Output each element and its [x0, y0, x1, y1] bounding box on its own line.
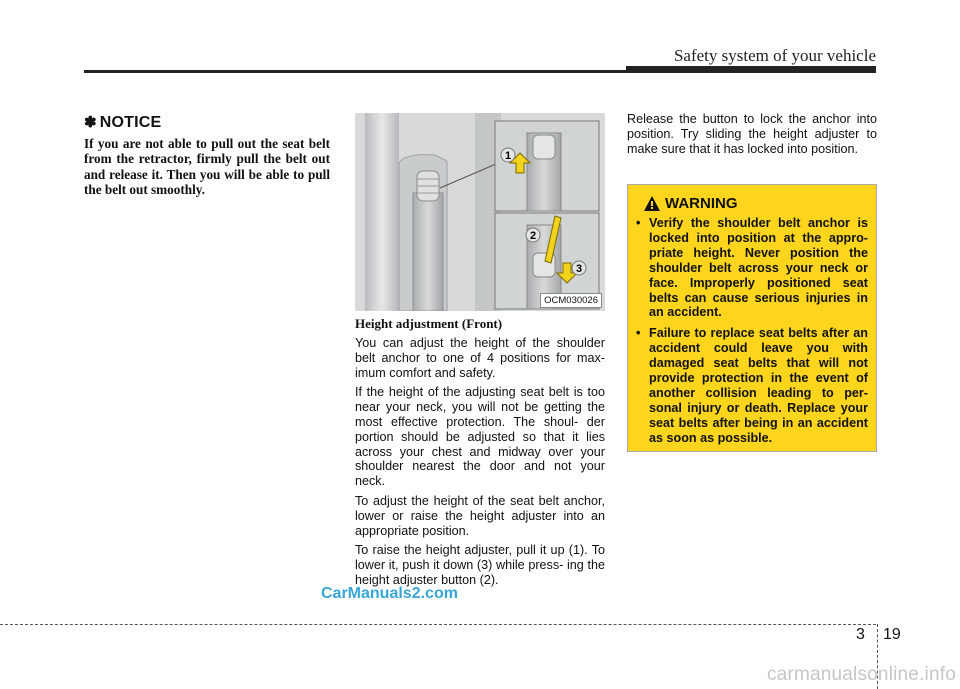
notice-body: If you are not able to pull out the seat belt from the retractor, firmly pull the belt out and release it. Then you will be able to pull the belt out smoothly. [84, 136, 330, 197]
notice-box [84, 113, 330, 197]
paragraph: To raise the height adjuster, pull it up (1). To lower it, push it down (3) while press- ing the height adjuster button (2). [355, 543, 605, 587]
paragraph: You can adjust the height of the shoulder belt anchor to one of 4 positions for max- imum comfort and safety. [355, 336, 605, 380]
release-paragraph: Release the button to lock the anchor into position. Try sliding the height adjuster to make sure that it has locked into position. [627, 112, 877, 156]
warning-triangle-icon [644, 196, 660, 211]
warning-list [636, 216, 868, 446]
warning-item: • Failure to replace seat belts after an accident could leave you with damaged seat belts that will not provide protection in the event of another collision leading to per- sonal injury or death. Replace your seat belts after being in an accident as soon as possible. [636, 326, 868, 445]
watermark-link[interactable]: CarManuals2.com [321, 585, 458, 602]
callout-3: 3 [575, 263, 583, 275]
warning-item: • Verify the shoulder belt anchor is locked into position at the appro- priate height. Never position the shoulder belt across your neck or face. Improperly positioned seat belts can cause serious injuries in an accident. [636, 216, 868, 320]
notice-heading [84, 113, 330, 132]
paragraph: If the height of the adjusting seat belt is too near your neck, you will not be getting the most effective protection. The shoul- der portion should be adjusted so that it lies across your chest and midway over your shoulder nearest the door and not your neck. [355, 385, 605, 489]
notice-star-icon: ✽ [84, 114, 97, 131]
notice-title: NOTICE [99, 114, 162, 131]
warning-heading [644, 195, 868, 212]
paragraph: To adjust the height of the seat belt anchor, lower or raise the height adjuster into an appropriate position. [355, 493, 605, 538]
warning-box [627, 184, 877, 452]
page-number: 19 [883, 626, 901, 643]
height-adjustment-section [355, 316, 605, 593]
footer-rule [0, 624, 876, 625]
figure-code: OCM030026 [540, 293, 602, 308]
section-subhead: Height adjustment (Front) [355, 316, 503, 331]
callout-2: 2 [529, 230, 537, 242]
site-watermark: carmanualsonline.info [766, 664, 956, 685]
chapter-number: 3 [856, 626, 865, 643]
page-header-title: Safety system of your vehicle [673, 46, 876, 65]
seat-belt-height-adjuster-illustration [355, 113, 605, 311]
warning-item-text: Failure to replace seat belts after an accident could leave you with damaged seat belts that will not provide protection in the event of another collision leading to per- sonal injury or death. Replace your seat belts after being in an accident as soon as possible. [649, 326, 868, 445]
release-instruction [627, 112, 877, 161]
callout-1: 1 [504, 150, 512, 162]
warning-title: WARNING [665, 195, 738, 212]
header-rule-accent [626, 66, 876, 73]
warning-item-text: Verify the shoulder belt anchor is locked into position at the appro- priate height. Never position the shoulder belt across your neck or face. Improperly positioned seat belts can cause serious injuries in an accident. [649, 216, 868, 320]
